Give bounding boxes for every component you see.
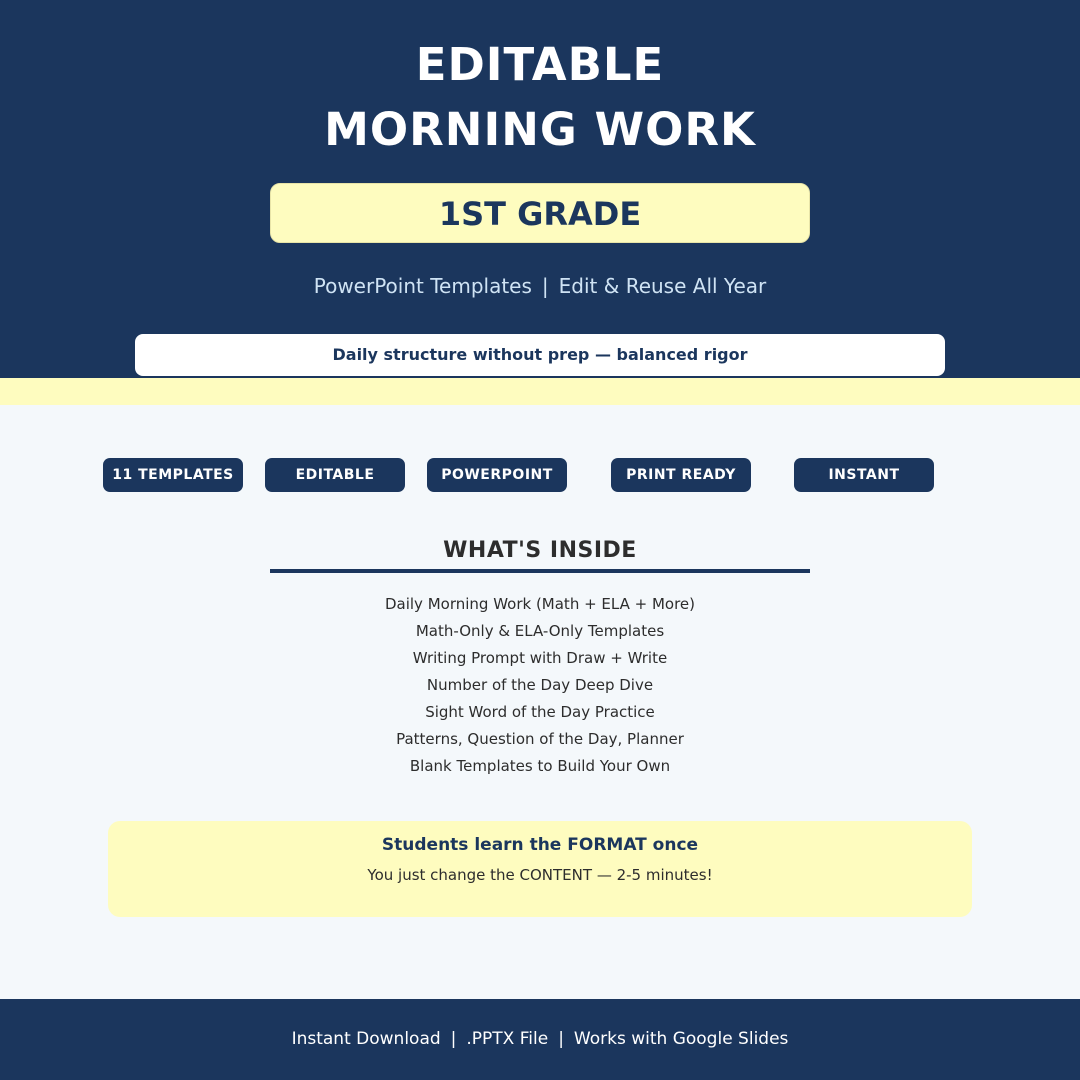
footer-separator: | bbox=[558, 1029, 564, 1049]
whats-inside-heading: WHAT'S INSIDE bbox=[443, 538, 637, 563]
title-line-1: EDITABLE bbox=[415, 38, 665, 91]
subtitle bbox=[0, 272, 1080, 300]
whats-inside-list bbox=[0, 591, 1080, 780]
badge-editable: EDITABLE bbox=[265, 458, 405, 492]
format-callout bbox=[108, 821, 972, 917]
badge-print-ready: PRINT READY bbox=[611, 458, 751, 492]
badge-powerpoint: POWERPOINT bbox=[427, 458, 567, 492]
accent-band bbox=[0, 378, 1080, 405]
title-line-2: MORNING WORK bbox=[324, 103, 756, 156]
list-item: Math-Only & ELA-Only Templates bbox=[415, 622, 665, 640]
list-item: Daily Morning Work (Math + ELA + More) bbox=[384, 595, 696, 613]
list-item: Number of the Day Deep Dive bbox=[426, 676, 654, 694]
footer-google-slides: Works with Google Slides bbox=[573, 1029, 789, 1049]
footer-separator: | bbox=[450, 1029, 457, 1049]
badge-instant: INSTANT bbox=[794, 458, 934, 492]
list-item: Patterns, Question of the Day, Planner bbox=[396, 730, 684, 748]
footer-instant-download: Instant Download bbox=[291, 1029, 441, 1049]
callout-subtitle: You just change the CONTENT — 2-5 minutes! bbox=[367, 866, 713, 884]
list-item: Blank Templates to Build Your Own bbox=[409, 757, 671, 775]
footer-pptx: .PPTX File bbox=[466, 1029, 549, 1049]
list-item: Sight Word of the Day Practice bbox=[425, 703, 655, 721]
grade-label: 1ST GRADE bbox=[270, 183, 810, 243]
header-banner bbox=[0, 0, 1080, 378]
footer-bar bbox=[0, 999, 1080, 1080]
heading-divider bbox=[270, 569, 810, 573]
tagline-box: Daily structure without prep — balanced rigor bbox=[135, 334, 945, 376]
subtitle-separator: | bbox=[541, 274, 549, 298]
list-item: Writing Prompt with Draw + Write bbox=[412, 649, 668, 667]
subtitle-powerpoint: PowerPoint Templates bbox=[313, 274, 532, 298]
subtitle-reuse: Edit & Reuse All Year bbox=[558, 274, 767, 298]
callout-title: Students learn the FORMAT once bbox=[381, 835, 699, 855]
badge-templates: 11 TEMPLATES bbox=[103, 458, 243, 492]
